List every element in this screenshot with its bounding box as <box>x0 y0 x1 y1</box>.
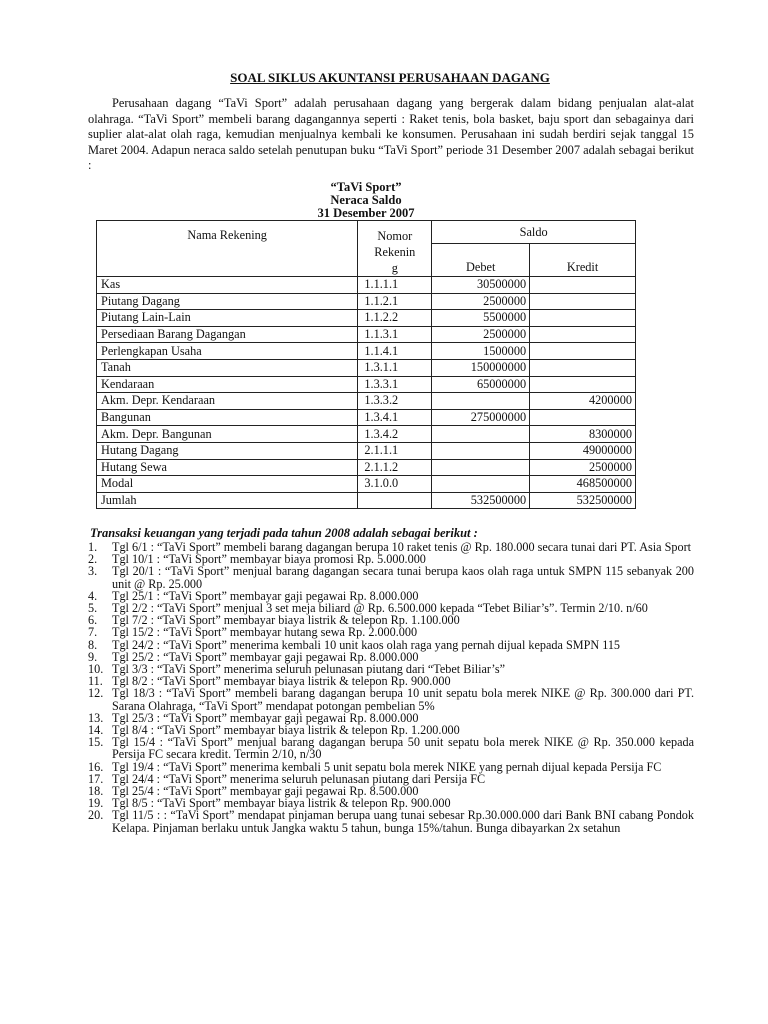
list-item-number: 13. <box>88 710 104 725</box>
debit-cell: 150000000 <box>432 359 530 376</box>
list-item <box>88 809 694 833</box>
debit-cell <box>432 442 530 459</box>
debit-cell: 2500000 <box>432 326 530 343</box>
transaction-text: Tgl 25/4 : “TaVi Sport” membayar gaji pegawai Rp. 8.500.000 <box>112 784 419 799</box>
transaction-text: Tgl 20/1 : “TaVi Sport” menjual barang dagangan secara tunai berupa kaos olah raga untuk SMPN 115 sebanyak 200 unit @ Rp. 25.000 <box>112 564 694 591</box>
transaction-text: Tgl 25/1 : “TaVi Sport” membayar gaji pegawai Rp. 8.000.000 <box>112 588 419 603</box>
header-balance: Saldo <box>432 221 636 244</box>
header-debit: Debet <box>432 244 530 277</box>
table-row <box>97 359 636 376</box>
list-item-number: 15. <box>88 735 104 750</box>
list-item-number: 18. <box>88 784 104 799</box>
transaction-text: Tgl 25/2 : “TaVi Sport” membayar gaji pegawai Rp. 8.000.000 <box>112 649 419 664</box>
transaction-text: Tgl 15/2 : “TaVi Sport” membayar hutang sewa Rp. 2.000.000 <box>112 625 418 640</box>
list-item-number: 4. <box>88 588 98 603</box>
list-item-number: 11. <box>88 674 103 689</box>
intro-paragraph <box>88 96 694 174</box>
table-row <box>97 277 636 294</box>
debit-cell: 30500000 <box>432 277 530 294</box>
list-item-number: 19. <box>88 796 104 811</box>
list-item-number: 8. <box>88 637 98 652</box>
transaction-text: Tgl 3/3 : “TaVi Sport” menerima seluruh pelunasan piutang dari “Tebet Biliar’s” <box>112 662 505 677</box>
list-item <box>88 736 694 760</box>
total-label: Jumlah <box>97 492 358 509</box>
header-account-name: Nama Rekening <box>97 221 358 277</box>
debit-cell: 5500000 <box>432 310 530 327</box>
header-credit: Kredit <box>530 244 636 277</box>
list-item-number: 7. <box>88 625 98 640</box>
transaction-text: Tgl 8/4 : “TaVi Sport” membayar biaya listrik & telepon Rp. 1.200.000 <box>112 723 460 738</box>
debit-cell <box>432 459 530 476</box>
account-number-cell: 1.3.3.2 <box>358 393 432 410</box>
credit-cell: 4200000 <box>530 393 636 410</box>
account-number-cell: 1.1.1.1 <box>358 277 432 294</box>
table-row <box>97 442 636 459</box>
transaction-text: Tgl 15/4 : “TaVi Sport” menjual barang dagangan berupa 50 unit sepatu bola merek NIKE @ Rp. 350.000 kepada Persija FC secara kredit. Termin 2/10, n/30 <box>112 735 694 762</box>
credit-cell <box>530 343 636 360</box>
transaction-text: Tgl 7/2 : “TaVi Sport” membayar biaya listrik & telepon Rp. 1.100.000 <box>112 613 460 628</box>
credit-cell <box>530 376 636 393</box>
account-name-cell: Modal <box>97 476 358 493</box>
table-row <box>97 476 636 493</box>
account-number-cell: 1.3.3.1 <box>358 376 432 393</box>
debit-cell: 65000000 <box>432 376 530 393</box>
list-item-number: 12. <box>88 686 104 701</box>
transaction-text: Tgl 18/3 : “TaVi Sport” membeli barang dagangan berupa 10 unit sepatu bola merek NIKE @ Rp. 300.000 dari PT. Sarana Olahraga, “TaVi Sport” mendapat potongan pembelian 5% <box>112 686 694 713</box>
transaction-text: Tgl 24/4 : “TaVi Sport” menerima seluruh pelunasan piutang dari Persija FC <box>112 771 486 786</box>
intro-text: Perusahaan dagang “TaVi Sport” adalah perusahaan dagang yang bergerak dalam bidang penjualan alat-alat olahraga. “TaVi Sport” membeli barang dagangannya seperti : Raket tenis, bola basket, baju sport dan sebagainya dari suplier alat-alat olah raga, kemudian menjualnya kembali ke konsumen. Perusahaan ini sudah berdiri sejak tanggal 15 Maret 2004. Adapun neraca saldo setelah penutupan buku “TaVi Sport” periode 31 Desember 2007 adalah sebagai berikut : <box>88 96 694 173</box>
account-name-cell: Hutang Sewa <box>97 459 358 476</box>
account-name-cell: Bangunan <box>97 409 358 426</box>
transaction-text: Tgl 24/2 : “TaVi Sport” menerima kembali 10 unit kaos olah raga yang pernah dijual kepada SMPN 115 <box>112 637 621 652</box>
transaction-text: Tgl 19/4 : “TaVi Sport” menerima kembali 5 unit sepatu bola merek NIKE yang pernah dijual kepada Persija FC <box>112 759 662 774</box>
account-name-cell: Kendaraan <box>97 376 358 393</box>
credit-cell: 49000000 <box>530 442 636 459</box>
account-number-cell: 2.1.1.1 <box>358 442 432 459</box>
total-number <box>358 492 432 509</box>
account-name-cell: Perlengkapan Usaha <box>97 343 358 360</box>
account-number-cell: 3.1.0.0 <box>358 476 432 493</box>
transaction-text: Tgl 2/2 : “TaVi Sport” menjual 3 set meja biliard @ Rp. 6.500.000 kepada “Tebet Biliar’s”. Termin 2/10. n/60 <box>112 601 648 616</box>
list-item-number: 20. <box>88 808 104 823</box>
account-number-cell: 2.1.1.2 <box>358 459 432 476</box>
transaction-text: Tgl 10/1 : “TaVi Sport” membayar biaya promosi Rp. 5.000.000 <box>112 552 426 567</box>
transaction-text: Tgl 8/5 : “TaVi Sport” membayar biaya listrik & telepon Rp. 900.000 <box>112 796 451 811</box>
credit-cell: 2500000 <box>530 459 636 476</box>
debit-cell <box>432 426 530 443</box>
credit-cell <box>530 293 636 310</box>
account-number-cell: 1.3.4.2 <box>358 426 432 443</box>
list-item-number: 9. <box>88 649 98 664</box>
table-row <box>97 409 636 426</box>
table-name: Neraca Saldo <box>330 193 402 207</box>
total-debit: 532500000 <box>432 492 530 509</box>
transaction-text: Tgl 11/5 : : “TaVi Sport” mendapat pinjaman berupa uang tunai sebesar Rp.30.000.000 dari Bank BNI cabang Pondok Kelapa. Pinjaman berlaku untuk Jangka waktu 5 tahun, bunga 15%/tahun. Bunga dibayarkan 2x setahun <box>112 808 694 835</box>
list-item-number: 17. <box>88 771 104 786</box>
table-row <box>97 376 636 393</box>
table-row <box>97 310 636 327</box>
table-row <box>97 459 636 476</box>
table-company: “TaVi Sport” <box>330 180 402 194</box>
transactions-heading: Transaksi keuangan yang terjadi pada tahun 2008 adalah sebagai berikut : <box>90 526 478 540</box>
transaction-text: Tgl 8/2 : “TaVi Sport” membayar biaya listrik & telepon Rp. 900.000 <box>112 674 451 689</box>
table-date: 31 Desember 2007 <box>317 206 415 220</box>
account-name-cell: Piutang Lain-Lain <box>97 310 358 327</box>
list-item-number: 14. <box>88 723 104 738</box>
table-row <box>97 326 636 343</box>
list-item-number: 10. <box>88 662 104 677</box>
credit-cell: 468500000 <box>530 476 636 493</box>
debit-cell: 275000000 <box>432 409 530 426</box>
account-number-cell: 1.1.4.1 <box>358 343 432 360</box>
transaction-text: Tgl 6/1 : “TaVi Sport” membeli barang dagangan berupa 10 raket tenis @ Rp. 180.000 secara tunai dari PT. Asia Sport <box>112 540 692 554</box>
list-item <box>88 565 694 589</box>
list-item-number: 2. <box>88 552 98 567</box>
table-row <box>97 393 636 410</box>
credit-cell <box>530 326 636 343</box>
document-title: SOAL SIKLUS AKUNTANSI PERUSAHAAN DAGANG <box>230 70 550 85</box>
account-name-cell: Akm. Depr. Bangunan <box>97 426 358 443</box>
account-name-cell: Hutang Dagang <box>97 442 358 459</box>
list-item-number: 16. <box>88 759 104 774</box>
account-name-cell: Piutang Dagang <box>97 293 358 310</box>
table-row <box>97 426 636 443</box>
debit-cell <box>432 393 530 410</box>
trial-balance-table <box>96 220 636 509</box>
debit-cell <box>432 476 530 493</box>
account-name-cell: Akm. Depr. Kendaraan <box>97 393 358 410</box>
list-item <box>88 687 694 711</box>
header-account-number: Nomor Rekenin g <box>358 221 432 277</box>
credit-cell: 8300000 <box>530 426 636 443</box>
debit-cell: 1500000 <box>432 343 530 360</box>
credit-cell <box>530 277 636 294</box>
table-row <box>97 293 636 310</box>
list-item-number: 5. <box>88 601 98 616</box>
account-number-cell: 1.3.1.1 <box>358 359 432 376</box>
list-item-number: 3. <box>88 564 98 579</box>
credit-cell <box>530 310 636 327</box>
debit-cell: 2500000 <box>432 293 530 310</box>
credit-cell <box>530 409 636 426</box>
account-number-cell: 1.1.3.1 <box>358 326 432 343</box>
transactions-list <box>88 541 694 834</box>
account-name-cell: Persediaan Barang Dagangan <box>97 326 358 343</box>
account-name-cell: Tanah <box>97 359 358 376</box>
account-number-cell: 1.1.2.1 <box>358 293 432 310</box>
total-row <box>97 492 636 509</box>
account-number-cell: 1.3.4.1 <box>358 409 432 426</box>
account-number-cell: 1.1.2.2 <box>358 310 432 327</box>
table-heading <box>96 181 636 220</box>
transaction-text: Tgl 25/3 : “TaVi Sport” membayar gaji pegawai Rp. 8.000.000 <box>112 710 419 725</box>
list-item-number: 1. <box>88 540 98 554</box>
account-name-cell: Kas <box>97 277 358 294</box>
credit-cell <box>530 359 636 376</box>
table-row <box>97 343 636 360</box>
total-credit: 532500000 <box>530 492 636 509</box>
list-item-number: 6. <box>88 613 98 628</box>
